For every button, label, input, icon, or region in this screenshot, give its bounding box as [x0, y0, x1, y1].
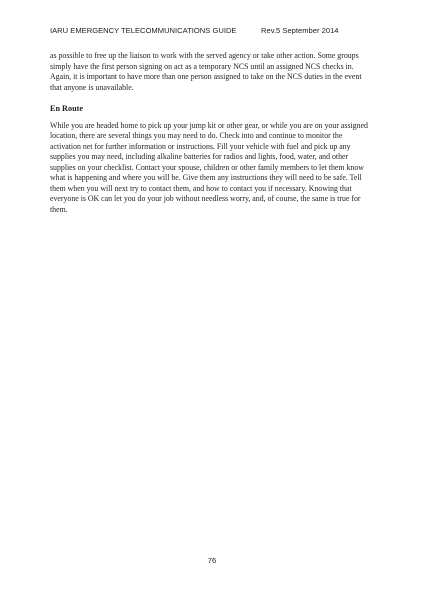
document-revision: Rev.5 September 2014 — [261, 26, 339, 35]
page-header — [50, 26, 370, 38]
section-paragraph: While you are headed home to pick up your jump kit or other gear, or while you are on your assigned location, there are several things you may need to do. Check into and continue to monitor the activation net for further information or instructions. Fill your vehicle with fuel and pick up any supplies you may need, including alkaline batteries for radios and lights, food, water, and other supplies on your checklist. Contact your spouse, children or other family members to let them know what is happening and where you will be. Give them any instructions they will need to be safe. Tell them when you will next try to contact them, and how to contact you if necessary. Knowing that everyone is OK can let you do your job without needless worry, and, of course, the same is true for them. — [50, 120, 368, 214]
document-title: IARU EMERGENCY TELECOMMUNICATIONS GUIDE — [50, 26, 237, 35]
page-number: 76 — [207, 556, 217, 565]
page-content — [50, 51, 372, 215]
section-heading: En Route — [50, 104, 83, 113]
intro-paragraph: as possible to free up the liaison to work with the served agency or take other action. Some groups simply have the first person signing on act as a temporary NCS until an assigned NCS checks in. Again, it is important to have more than one person assigned to take on the NCS duties in the event that anyone is unavailable. — [50, 51, 362, 92]
